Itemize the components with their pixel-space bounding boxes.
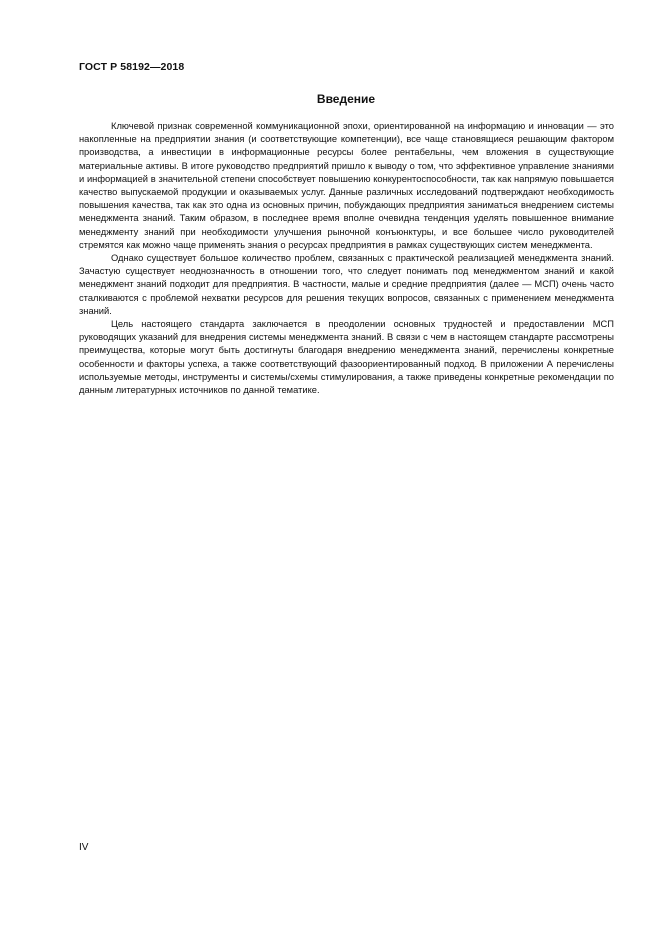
- paragraph: Однако существует большое количество проблем, связанных с практической реализацией менеджмента знаний. Зачастую существует неоднозначность в отношении того, что следует понимать под менеджментом знаний и какой менеджмент знаний подходит для предприятия. В частности, малые и средние предприятия (далее — МСП) очень часто сталкиваются с проблемой нехватки ресурсов для решения текущих вопросов, связанных с применением менеджмента знаний.: [79, 253, 614, 316]
- paragraph: Цель настоящего стандарта заключается в преодолении основных трудностей и предоставлении МСП руководящих указаний для внедрения системы менеджмента знаний. В связи с чем в настоящем стандарте рассмотрены преимущества, которые могут быть достигнуты благодаря внедрению менеджмента знаний, перечислены конкретные особенности и факторы успеха, а также соответствующий фазоориентированный подход. В приложении А перечислены используемые методы, инструменты и системы/схемы стимулирования, а также приведены конкретные рекомендации по данным литературных источников по данной тематике.: [79, 319, 614, 396]
- section-title: Введение: [316, 92, 376, 106]
- paragraph: Ключевой признак современной коммуникационной эпохи, ориентированной на информацию и инновации — это накопленные на предприятии знания (и соответствующие компетенции), все чаще становящиеся решающим фактором производства, а инвестиции в информационные ресурсы более рентабельны, чем вложения в существующие материальные активы. В итоге руководство предприятий пришло к выводу о том, что эффективное управление знаниями и информацией в значительной степени способствует повышению конкурентоспособности, так как напрямую повышается качество выпускаемой продукции и оказываемых услуг. Данные различных исследований подтверждают необходимость повышения качества, так как это одна из основных причин, побуждающих предприятия заниматься внедрением системы менеджмента знаний. Таким образом, в последнее время вполне очевидна тенденция уделять повышенное внимание менеджменту знаний при необходимости улучшения рыночной конъюнктуры, и все большее число руководителей стремятся как можно чаще применять знания о ресурсах предприятия в рамках существующих систем менеджмента.: [79, 121, 614, 250]
- page-number: IV: [79, 842, 89, 853]
- body-text: [79, 120, 614, 397]
- document-header: ГОСТ Р 58192—2018: [79, 61, 185, 73]
